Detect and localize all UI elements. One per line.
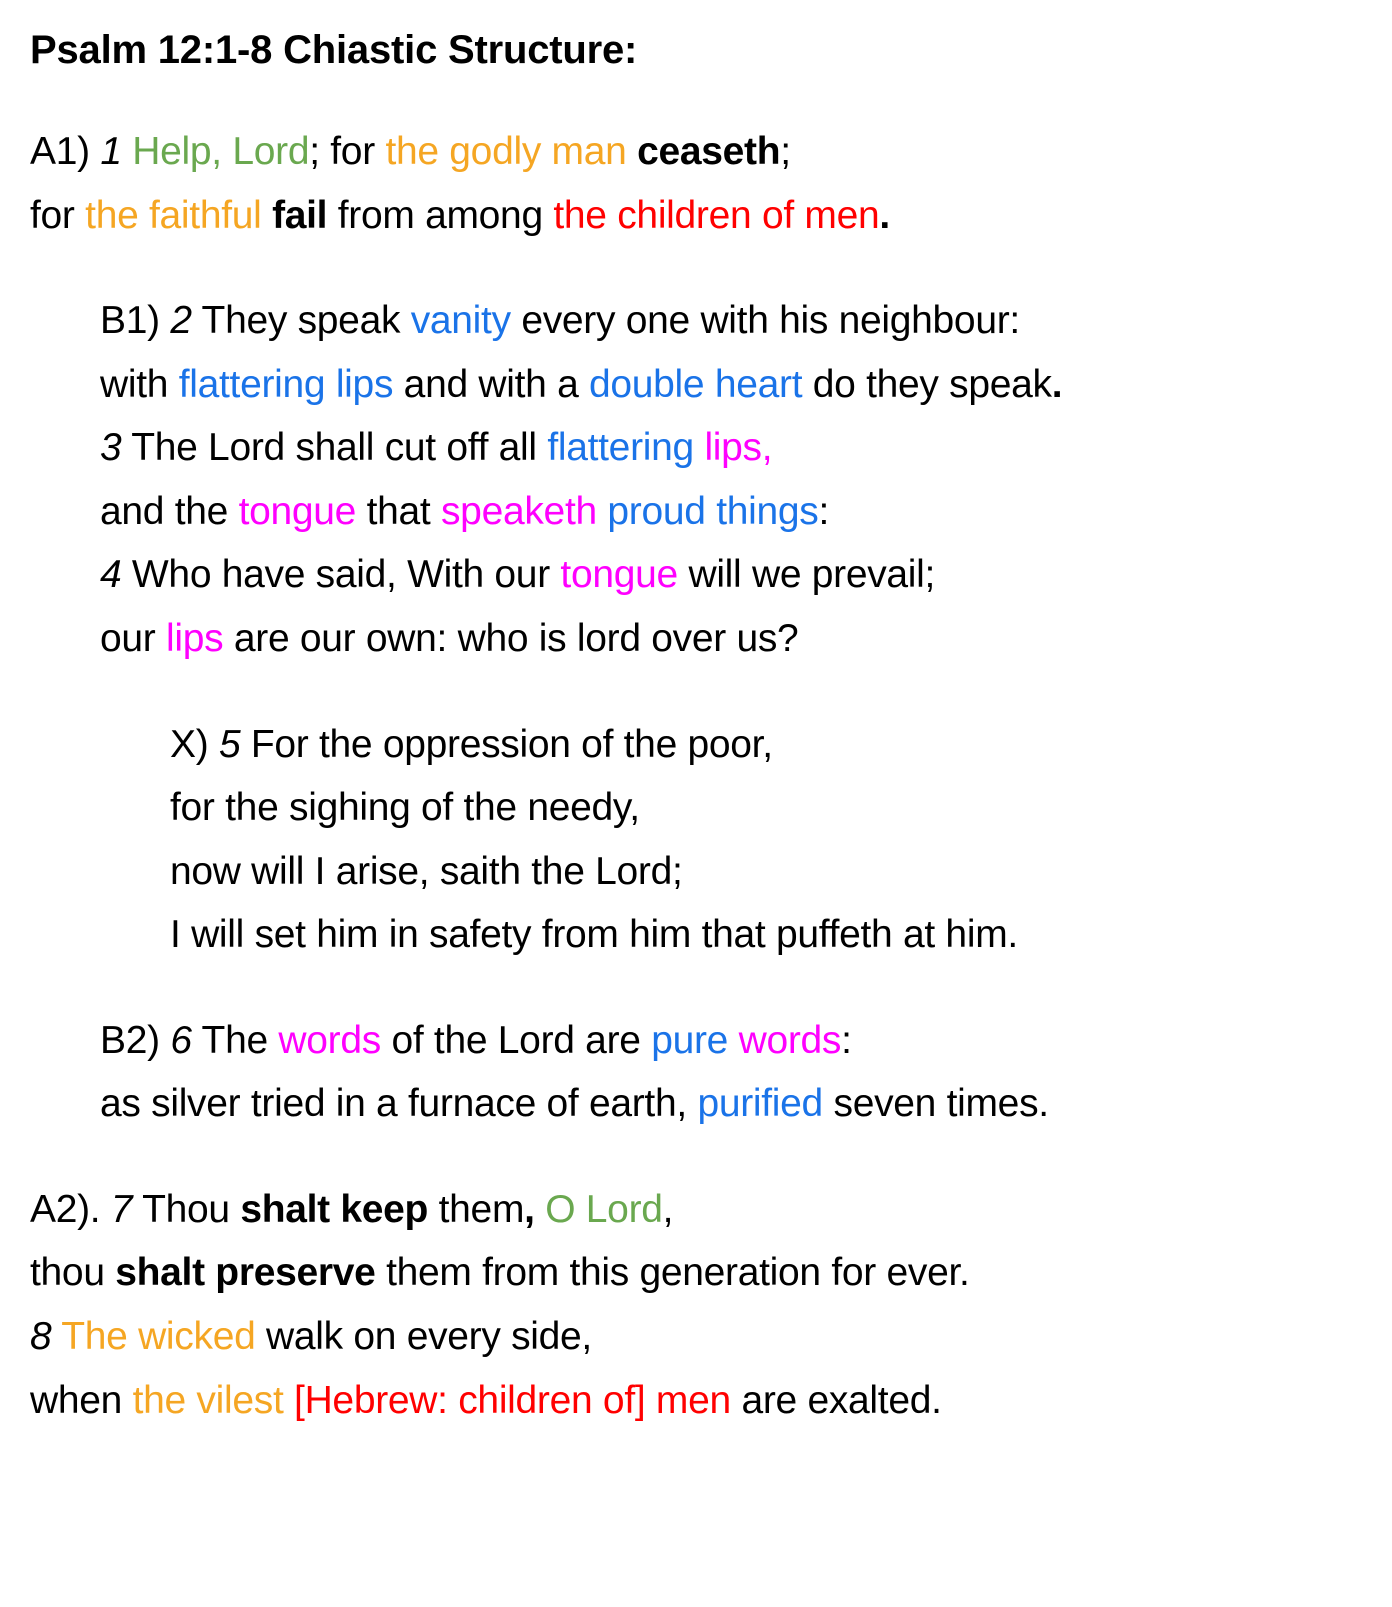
text-segment: ; for [309, 130, 386, 173]
text-segment: words [278, 1018, 381, 1062]
text-segment: lips [166, 616, 224, 660]
text-segment: 1 [100, 130, 122, 173]
text-segment: thou [30, 1251, 116, 1295]
text-segment [51, 1315, 61, 1358]
spacer [30, 1136, 1362, 1178]
text-segment: 4 [100, 553, 122, 597]
page-title: Psalm 12:1-8 Chiastic Structure: [30, 28, 638, 72]
verse-line [100, 416, 1362, 480]
verse-line [170, 713, 1362, 777]
text-segment: Help, Lord [132, 130, 310, 173]
text-segment: and with a [393, 362, 589, 406]
verse-line [100, 353, 1362, 417]
text-segment: the children of men [553, 193, 880, 237]
text-segment: double heart [589, 362, 803, 406]
spacer [30, 74, 1362, 120]
text-segment: are exalted. [730, 1378, 942, 1422]
verse-line [170, 903, 1362, 967]
verse-line [100, 543, 1362, 607]
text-segment: from among [327, 193, 554, 237]
section-x [170, 713, 1362, 967]
text-segment: . [879, 193, 890, 237]
section-b1 [100, 289, 1362, 670]
text-segment: that [356, 489, 441, 533]
text-segment: A1) [30, 130, 101, 173]
text-segment: B2) [100, 1018, 171, 1062]
text-segment: purified [697, 1082, 823, 1126]
text-segment: when [30, 1378, 133, 1422]
text-segment: ; [780, 130, 791, 173]
text-segment: A2). [30, 1187, 111, 1231]
text-segment: . [1051, 362, 1063, 406]
text-segment: are our own: who is lord over us? [223, 616, 799, 660]
text-segment: flattering lips [178, 362, 394, 406]
text-segment: them [428, 1187, 525, 1231]
text-segment: Who have said, With our [121, 553, 561, 597]
text-segment: them from this generation for ever. [375, 1251, 970, 1295]
text-segment: 3 [100, 426, 122, 470]
text-segment: , [662, 1187, 674, 1231]
text-segment: do they speak [802, 362, 1052, 406]
verse-line [30, 1305, 1362, 1369]
text-segment: tongue [238, 489, 357, 533]
verse-line [30, 1369, 1362, 1433]
text-segment: The [191, 1018, 279, 1062]
verse-line [100, 480, 1362, 544]
verse-line [100, 607, 1362, 671]
text-segment: of the Lord are [380, 1018, 652, 1062]
text-segment: : [818, 489, 830, 533]
text-segment: I will set him in safety from him that puffeth at him. [170, 913, 1018, 957]
text-segment [122, 130, 133, 173]
text-segment: The wicked [61, 1315, 256, 1358]
spacer [30, 671, 1362, 713]
text-segment: proud things [607, 489, 819, 533]
verse-line [30, 184, 1362, 248]
text-segment: vanity [410, 299, 511, 343]
text-segment: and the [100, 489, 239, 533]
spacer [30, 247, 1362, 289]
text-segment: ceaseth [637, 130, 781, 173]
verse-line [30, 1241, 1362, 1305]
text-segment: every one with his neighbour: [510, 299, 1020, 343]
text-segment: tongue [560, 553, 678, 597]
text-segment: will we prevail; [677, 553, 936, 597]
text-segment: with [100, 362, 179, 406]
text-segment: words [738, 1018, 842, 1062]
text-segment: 5 [218, 722, 241, 766]
text-segment: for [30, 193, 86, 237]
text-segment: [Hebrew: children of] men [294, 1378, 731, 1422]
text-segment: our [100, 616, 167, 660]
text-segment: as silver tried in a furnace of earth, [100, 1082, 698, 1126]
verse-line [100, 289, 1362, 353]
text-segment: 2 [170, 299, 192, 343]
text-segment: 8 [30, 1315, 52, 1358]
section-a2 [30, 1178, 1362, 1432]
text-segment: now will I arise, saith the Lord; [170, 849, 683, 893]
text-segment: the vilest [132, 1378, 295, 1422]
text-segment: : [841, 1018, 852, 1062]
text-segment: B1) [100, 299, 171, 343]
text-segment: seven times. [822, 1082, 1049, 1126]
text-segment: 7 [110, 1187, 133, 1231]
text-segment: speaketh [440, 489, 608, 533]
text-segment: X) [170, 722, 219, 766]
verse-line [170, 776, 1362, 840]
text-segment: Thou [132, 1187, 241, 1231]
text-segment: For the oppression of the poor, [240, 722, 773, 766]
text-segment: walk on every side, [255, 1315, 592, 1358]
verse-line [100, 1072, 1362, 1136]
text-segment: 6 [170, 1018, 192, 1062]
text-segment: shalt keep [240, 1187, 429, 1231]
verse-line [170, 840, 1362, 904]
text-segment: flattering [547, 426, 705, 470]
spacer [30, 967, 1362, 1009]
text-segment: pure [651, 1018, 739, 1062]
verse-line [100, 1009, 1362, 1073]
text-segment: O Lord [534, 1187, 663, 1231]
text-segment: for the sighing of the needy, [170, 786, 640, 830]
section-a1 [30, 120, 1362, 247]
text-segment: fail [272, 193, 328, 237]
text-segment: the godly man [385, 130, 638, 173]
text-segment: The Lord shall cut off all [121, 426, 548, 470]
text-segment: They speak [191, 299, 411, 343]
verse-line [30, 1178, 1362, 1242]
text-segment: shalt preserve [115, 1251, 376, 1295]
text-segment: lips, [704, 426, 773, 470]
text-segment: the faithful [85, 193, 273, 237]
text-segment: , [524, 1187, 535, 1231]
section-b2 [100, 1009, 1362, 1136]
verse-line [30, 120, 1362, 184]
